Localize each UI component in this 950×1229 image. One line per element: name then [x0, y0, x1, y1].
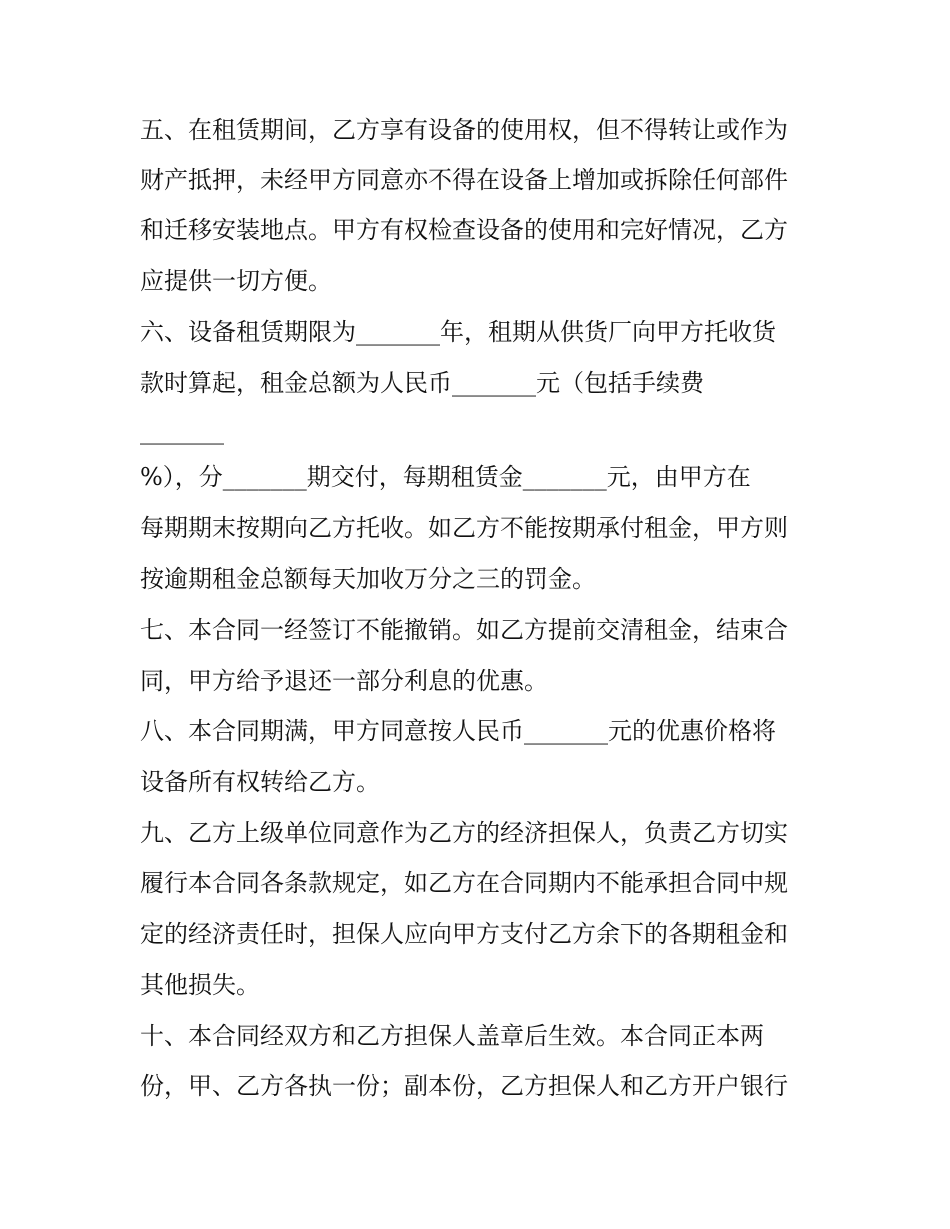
clause-5-line-3: 和迁移安装地点。甲方有权检查设备的使用和完好情况，乙方 — [140, 216, 788, 244]
clause-10-line-1: 十、本合同经双方和乙方担保人盖章后生效。本合同正本两 — [140, 1022, 764, 1050]
clause-5-line-2: 财产抵押，未经甲方同意亦不得在设备上增加或拆除任何部件 — [140, 166, 788, 194]
clause-6-line-5: 每期期末按期向乙方托收。如乙方不能按期承付租金，甲方则 — [140, 514, 788, 542]
clause-6-line-4: %），分_______期交付，每期租赁金_______元，由甲方在 — [140, 463, 751, 491]
clause-7-line-2: 同，甲方给予退还一部分利息的优惠。 — [140, 667, 548, 695]
clause-8-line-2: 设备所有权转给乙方。 — [140, 768, 380, 796]
clause-6-line-6: 按逾期租金总额每天加收万分之三的罚金。 — [140, 565, 596, 593]
clause-7-line-1: 七、本合同一经签订不能撤销。如乙方提前交清租金，结束合 — [140, 616, 788, 644]
clause-8-line-1: 八、本合同期满，甲方同意按人民币_______元的优惠价格将 — [140, 717, 776, 745]
clause-9-line-3: 定的经济责任时，担保人应向甲方支付乙方余下的各期租金和 — [140, 920, 788, 948]
clause-6-line-3: _______ — [140, 417, 224, 445]
clause-6-line-2: 款时算起，租金总额为人民币_______元（包括手续费 — [140, 369, 704, 397]
clause-5-line-4: 应提供一切方便。 — [140, 267, 332, 295]
clause-9-line-2: 履行本合同各条款规定，如乙方在合同期内不能承担合同中规 — [140, 869, 788, 897]
clause-9-line-1: 九、乙方上级单位同意作为乙方的经济担保人，负责乙方切实 — [140, 819, 788, 847]
clause-9-line-4: 其他损失。 — [140, 971, 260, 999]
clause-10-line-2: 份，甲、乙方各执一份；副本份，乙方担保人和乙方开户银行 — [140, 1072, 788, 1100]
clause-6-line-1: 六、设备租赁期限为_______年，租期从供货厂向甲方托收货 — [140, 318, 776, 346]
clause-5-line-1: 五、在租赁期间，乙方享有设备的使用权，但不得转让或作为 — [140, 116, 788, 144]
